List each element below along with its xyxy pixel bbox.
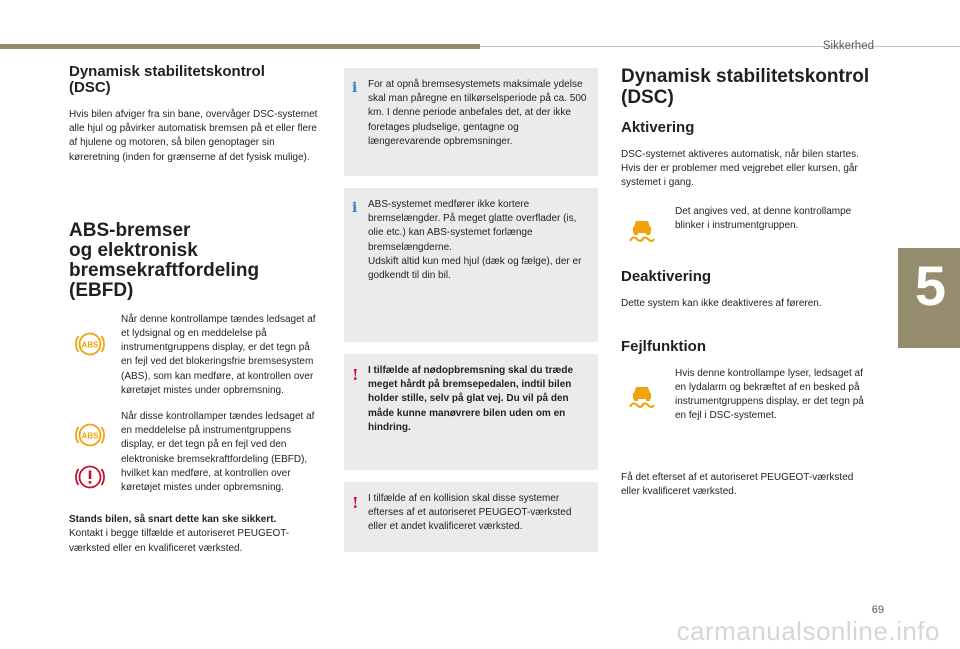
dsc-main-heading	[621, 66, 871, 108]
dsc-fault-icon	[625, 377, 659, 411]
top-rule	[480, 46, 960, 47]
warning-icon: !	[352, 494, 359, 512]
abs-heading-line-3: bremsekraftfordeling	[69, 259, 260, 281]
svg-text:ABS: ABS	[81, 340, 99, 350]
warning-note-emergency	[344, 354, 598, 470]
note-break-in-text: For at opnå bremsesystemets maksimale ydelse skal man påregne en tilkørselsperiode på ca. 500 km. I denne periode anbefales det, at der ikke foretages pludselige, gentagne og længerevarende opbremsninger.	[368, 79, 587, 147]
chapter-title: Sikkerhed	[822, 40, 874, 52]
deactivation-text: Dette system kan ikke deaktiveres af føreren.	[621, 297, 822, 309]
dsc-paragraph: Hvis bilen afviger fra sin bane, overvåger DSC-systemet alle hjul og påvirker automatisk bremsen på et eller flere af hjulene og motoren, så bilen genoptager sin køreretning (inden for grænserne af det fysisk mulige).	[69, 109, 318, 163]
abs-warning-icon-2	[73, 418, 107, 452]
svg-text:ABS: ABS	[81, 431, 99, 441]
abs-heading-line-4: (EBFD)	[69, 279, 134, 301]
ebfd-warning-row	[69, 410, 323, 495]
activation-text-1: DSC-systemet aktiveres automatisk, når bilen startes.	[621, 149, 859, 160]
info-note-break-in	[344, 68, 598, 176]
dsc-warning-icon	[625, 211, 659, 245]
chapter-number: 5	[914, 254, 946, 317]
dsc-main-heading-line-2: (DSC)	[621, 87, 674, 108]
info-note-abs	[344, 188, 598, 342]
info-icon: i	[352, 80, 358, 96]
abs-text-1: Når denne kontrollampe tændes ledsaget af et lydsignal og en meddelelse på instrumentgruppens display, er det tegn på en fejl ved det blokeringsfrie bremsesystem (ABS), som kan medføre, at kontrollen over køretøjet mistes under opbremsning.	[121, 313, 316, 396]
abs-heading-line-1: ABS-bremser	[69, 219, 191, 241]
activation-text-2: Hvis der er problemer med vejgrebet eller kursen, går systemet i gang.	[621, 163, 858, 189]
page-number: 69	[871, 604, 884, 616]
activation-lamp-row	[621, 205, 871, 265]
activation-lamp-text: Det angives ved, at denne kontrollampe blinker i instrumentgruppen.	[675, 205, 852, 231]
note-emergency-text: I tilfælde af nødopbremsning skal du træde meget hårdt på bremsepedalen, indtil bilen holder stille, selv på glat vej. Du vil på den måde kunne manøvrere bilen uden om en hindring.	[368, 365, 574, 433]
abs-warning-icon	[73, 327, 107, 361]
note-abs-text-1: ABS-systemet medfører ikke kortere bremselængder. På meget glatte overflader (is, olie etc.) kan ABS-systemet forlænge bremselængderne.	[368, 199, 577, 253]
column-left	[69, 64, 323, 556]
fault-lamp-row	[621, 367, 871, 445]
fault-service-text: Få det efterset af et autoriseret PEUGEOT-værksted eller kvalificeret værksted.	[621, 471, 854, 498]
deactivation-heading: Deaktivering	[621, 267, 712, 285]
dsc-main-heading-line-1: Dynamisk stabilitetskontrol	[621, 66, 870, 87]
brake-warning-icon	[73, 460, 107, 494]
fault-lamp-text: Hvis denne kontrollampe lyser, ledsaget af en lydalarm og bekræftet af en besked på instrumentgruppens display, er det tegn på en fejl i DSC-systemet.	[675, 367, 864, 422]
ebfd-text: Når disse kontrollamper tændes ledsaget af en meddelelse på instrumentgruppens display, er det tegn på en fejl ved den elektroniske bremsekraftfordeling (EBFD), hvilket kan medføre, at kontrollen over køretøjet mistes under opbremsning.	[121, 411, 315, 494]
activation-heading: Aktivering	[621, 119, 695, 136]
column-right	[621, 66, 871, 499]
dsc-heading: Dynamisk stabilitetskontrol (DSC)	[69, 63, 265, 96]
fault-heading: Fejlfunktion	[621, 337, 706, 355]
contact-workshop-text: Kontakt i begge tilfælde et autoriseret PEUGEOT-værksted eller en kvalificeret værksted.	[69, 528, 290, 554]
note-abs-text-2: Udskift altid kun med hjul (dæk og fælge), der er godkendt til din bil.	[368, 255, 582, 282]
watermark: carmanualsonline.info	[676, 616, 940, 646]
abs-warning-row	[69, 313, 323, 398]
warning-note-collision	[344, 482, 598, 552]
top-accent-bar	[0, 44, 480, 49]
note-collision-text: I tilfælde af en kollision skal disse systemer efterses af et autoriseret PEUGEOT-værksted eller et andet kvalificeret værksted.	[368, 493, 572, 533]
info-icon: i	[352, 200, 358, 216]
warning-icon: !	[352, 366, 359, 384]
abs-heading	[69, 221, 323, 301]
abs-heading-line-2: og elektronisk	[69, 239, 198, 261]
stop-instruction: Stands bilen, så snart dette kan ske sikkert.	[69, 514, 277, 526]
